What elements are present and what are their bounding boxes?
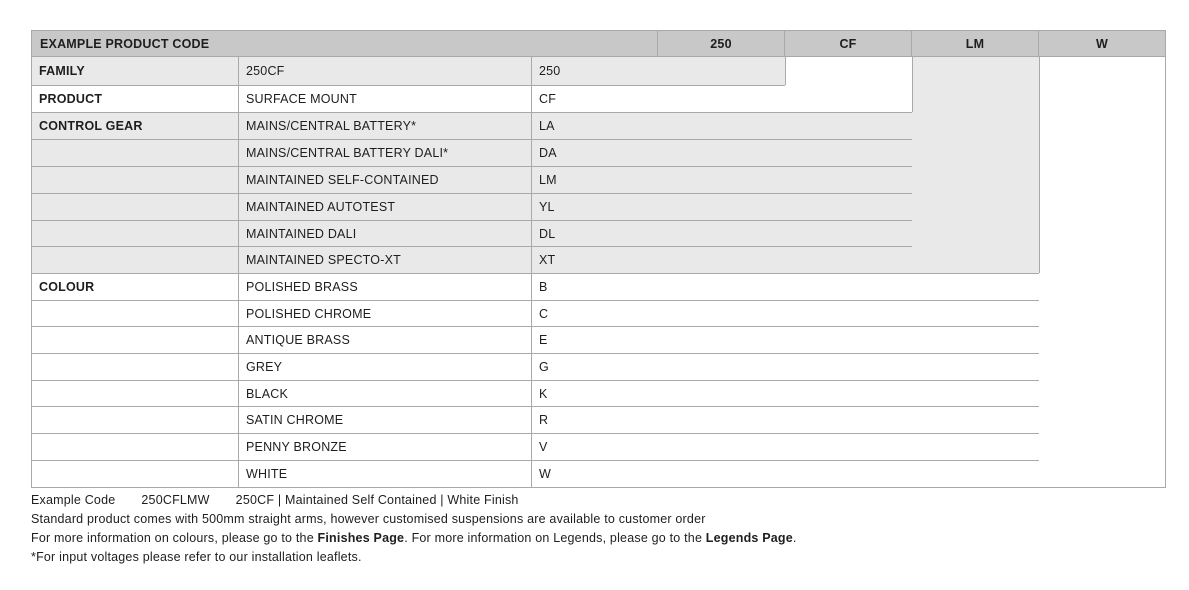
control-gear-code: DL [539,226,556,241]
col-divider-cf [912,57,913,112]
more-info-note [31,529,797,548]
more-info-text-b: . For more information on Legends, please go to the [404,531,706,545]
colour-description: PENNY BRONZE [246,439,347,454]
control-gear-description: MAINTAINED AUTOTEST [246,199,396,214]
colour-code: G [539,359,549,374]
control-gear-description: MAINTAINED SELF-CONTAINED [246,172,439,187]
control-gear-code: LM [539,172,557,187]
legends-page-link[interactable]: Legends Page [705,531,793,545]
colour-code: K [539,386,548,401]
voltage-footnote: *For input voltages please refer to our installation leaflets. [31,550,362,564]
table-right-border [1165,57,1166,487]
control-gear-label: CONTROL GEAR [39,118,143,133]
notes-section [31,491,797,567]
colour-code: E [539,332,548,347]
colour-code: R [539,412,549,427]
example-code-label: Example Code [31,493,116,507]
colour-label: COLOUR [39,279,95,294]
control-gear-description: MAINTAINED SPECTO-XT [246,252,401,267]
example-code-value: 250CFLMW [141,493,210,507]
product-code: CF [539,91,557,106]
family-code: 250 [539,64,561,78]
finishes-page-link[interactable]: Finishes Page [317,531,405,545]
more-info-text-c: . [792,531,797,545]
control-gear-description: MAINS/CENTRAL BATTERY* [246,118,417,133]
more-info-text-a: For more information on colours, please go to the [31,531,318,545]
colour-description: BLACK [246,386,288,401]
header-code-cf: CF [785,30,912,57]
colour-code: V [539,439,548,454]
control-gear-code: YL [539,199,555,214]
family-description: 250CF [246,64,285,78]
colour-code: W [539,466,551,481]
header-code-lm: LM [912,30,1039,57]
table-bottom-border [31,487,1166,488]
col-divider-250 [785,57,786,85]
header-code-250: 250 [658,30,785,57]
colour-code: C [539,306,549,321]
colour-description: WHITE [246,466,288,481]
colour-description: POLISHED CHROME [246,306,372,321]
col-divider-lm [1039,57,1040,273]
control-gear-code: DA [539,145,557,160]
product-description: SURFACE MOUNT [246,91,357,106]
lm-column-fill [912,57,1039,273]
colour-description: ANTIQUE BRASS [246,332,351,347]
header-code-w: W [1039,30,1166,57]
example-code-line [31,491,797,510]
control-gear-description: MAINS/CENTRAL BATTERY DALI* [246,145,449,160]
product-label: PRODUCT [39,91,103,106]
colour-code: B [539,279,548,294]
family-label: FAMILY [39,64,85,78]
colour-description: SATIN CHROME [246,412,344,427]
colour-description: GREY [246,359,283,374]
example-code-description: 250CF | Maintained Self Contained | White Finish [235,493,519,507]
control-gear-code: LA [539,118,555,133]
control-gear-code: XT [539,252,556,267]
control-gear-description: MAINTAINED DALI [246,226,357,241]
suspension-note: Standard product comes with 500mm straight arms, however customised suspensions are available to customer order [31,512,706,526]
colour-description: POLISHED BRASS [246,279,358,294]
header-example-product-code: EXAMPLE PRODUCT CODE [31,30,658,57]
